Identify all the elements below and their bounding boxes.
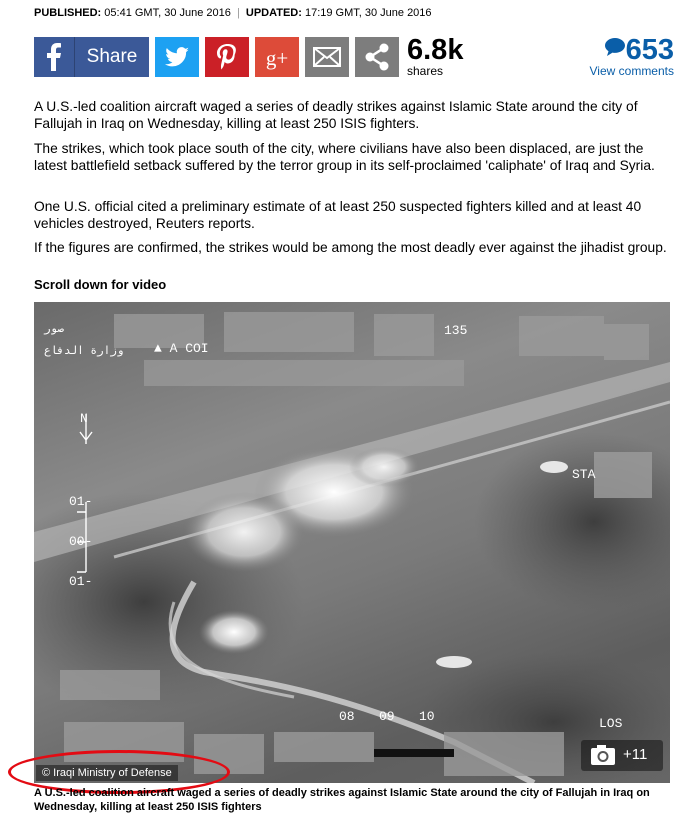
pinterest-share-button[interactable] <box>205 37 249 77</box>
ministry-logo-line2: وزارة الدفاع <box>44 346 124 358</box>
published-value: 05:41 GMT, 30 June 2016 <box>104 7 231 19</box>
twitter-share-button[interactable] <box>155 37 199 77</box>
ministry-logo-line1: صور <box>44 324 64 336</box>
view-comments-link[interactable] <box>590 33 674 78</box>
article-paragraph-2: The strikes, which took place south of the city, where civilians have also been displaced, are just the latest battlefield setback suffered by the terror group in its self-proclaimed 'caliphate' of Iraq and Syria. <box>34 141 655 173</box>
comment-bubble-icon <box>604 37 626 62</box>
article-paragraph-4: If the figures are confirmed, the strikes would be among the most deadly ever against the jihadist group. <box>34 240 667 255</box>
hud-scale-mid: 00- <box>69 534 93 549</box>
share-bar <box>34 34 674 78</box>
photo-credit: © Iraqi Ministry of Defense <box>36 765 178 781</box>
article-paragraph-3: One U.S. official cited a preliminary estimate of at least 250 suspected fighters killed and at least 40 vehicles destroyed, Reuters reports. <box>34 199 642 231</box>
hud-top-readout: ▲ A COI <box>154 341 209 356</box>
gallery-count: +11 <box>623 746 648 763</box>
hud-bottom-10: 10 <box>419 709 435 724</box>
hud-sta-readout: STA <box>572 467 596 482</box>
hud-los-readout: LOS <box>599 716 623 731</box>
updated-label: UPDATED: <box>245 7 302 19</box>
more-share-button[interactable] <box>355 37 399 77</box>
hud-bottom-08: 08 <box>339 709 355 724</box>
svg-text:g+: g+ <box>265 46 289 70</box>
photo-gallery-button[interactable] <box>581 740 663 771</box>
hud-scale-top: 01- <box>69 494 93 509</box>
share-count-label: shares <box>407 64 444 78</box>
email-share-button[interactable] <box>305 37 349 77</box>
pinterest-icon <box>205 37 249 77</box>
twitter-icon <box>155 37 199 77</box>
updated-value: 17:19 GMT, 30 June 2016 <box>304 7 432 19</box>
googleplus-share-button[interactable] <box>255 37 299 77</box>
share-count-number: 6.8k <box>407 34 464 66</box>
meta-separator: | <box>236 7 240 19</box>
scroll-down-notice: Scroll down for video <box>34 277 167 292</box>
publish-info <box>34 7 432 19</box>
hud-scale-bottom: 01- <box>69 574 93 589</box>
share-icon <box>355 37 399 77</box>
facebook-icon <box>34 37 75 77</box>
photo-caption: A U.S.-led coalition aircraft waged a series of deadly strikes against Islamic State around the city of Fallujah in Iraq on Wednesday, killing at least 250 ISIS fighters <box>34 787 650 813</box>
hud-north-marker: N <box>80 411 88 426</box>
article-paragraph-1: A U.S.-led coalition aircraft waged a series of deadly strikes against Islamic State around the city of Fallujah in Iraq on Wednesday, killing at least 250 ISIS fighters. <box>34 99 638 131</box>
share-count <box>407 33 463 78</box>
camera-icon <box>587 740 623 771</box>
email-icon <box>305 37 349 77</box>
published-label: PUBLISHED: <box>34 7 102 19</box>
hud-bottom-09: 09 <box>379 709 395 724</box>
comment-count: 653 <box>625 34 674 66</box>
hud-heading-readout: 135 <box>444 323 468 338</box>
aerial-strike-image <box>34 302 670 783</box>
view-comments-label: View comments <box>589 64 674 78</box>
article-photo[interactable] <box>34 302 670 783</box>
facebook-share-label: Share <box>86 46 138 67</box>
googleplus-icon <box>255 37 299 77</box>
facebook-share-button[interactable] <box>34 37 149 77</box>
